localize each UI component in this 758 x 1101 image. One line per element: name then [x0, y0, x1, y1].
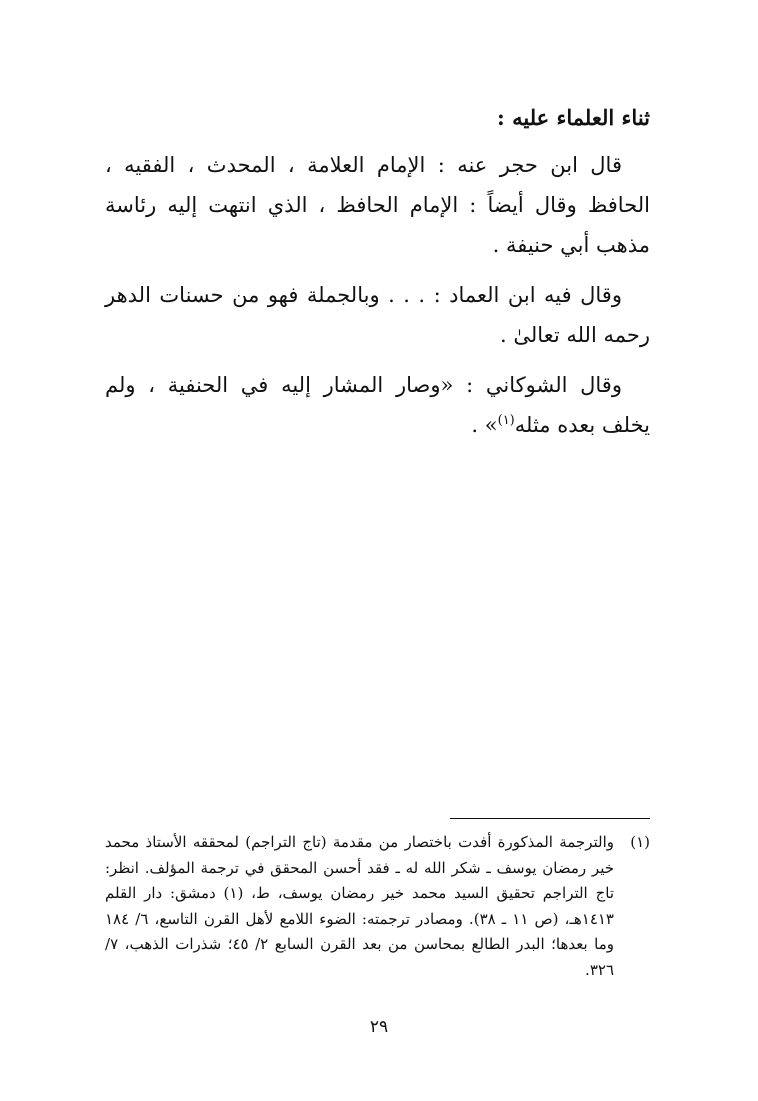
paragraph-shawkani-text: وقال الشوكاني : «وصار المشار إليه في الحنفية ، ولم يخلف بعده مثله	[105, 373, 650, 437]
footnotes-section	[105, 830, 650, 983]
footnote-item	[105, 830, 650, 983]
footnote-reference-mark: (١)	[497, 413, 515, 428]
paragraph-ibn-hajar: قال ابن حجر عنه : الإمام العلامة ، المحدث ، الفقيه ، الحافظ وقال أيضاً : الإمام الحافظ ، الذي انتهت إليه رئاسة مذهب أبي حنيفة .	[105, 153, 650, 257]
page-number: ٢٩	[369, 1017, 389, 1037]
paragraph-shawkani-end: » .	[471, 413, 498, 437]
footnote-number: (١)	[630, 833, 650, 851]
paragraph-ibn-al-imad: وقال فيه ابن العماد : . . . وبالجملة فهو من حسنات الدهر رحمه الله تعالىٰ .	[105, 283, 650, 347]
main-text	[105, 145, 650, 455]
footnote-separator-line	[450, 818, 650, 819]
footnote-text: والترجمة المذكورة أفدت باختصار من مقدمة (تاج التراجم) لمحققه الأستاذ محمد خير رمضان يوسف ـ شكر الله له ـ فقد أحسن المحقق في ترجمة المؤلف. انظر: تاج التراجم تحقيق السيد محمد خير رمضان يوسف، ط، (١) دمشق: دار القلم ١٤١٣هـ، (ص ١١ ـ ٣٨). ومصادر ترجمته: الضوء اللامع لأهل القرن التاسع، ٦/ ١٨٤ وما بعدها؛ البدر الطالع بمحاسن من بعد القرن السابع ٢/ ٤٥؛ شذرات الذهب، ٧/ ٣٢٦.	[105, 833, 614, 979]
paragraph-shawkani	[105, 365, 650, 445]
section-heading: ثناء العلماء عليه :	[497, 105, 650, 130]
